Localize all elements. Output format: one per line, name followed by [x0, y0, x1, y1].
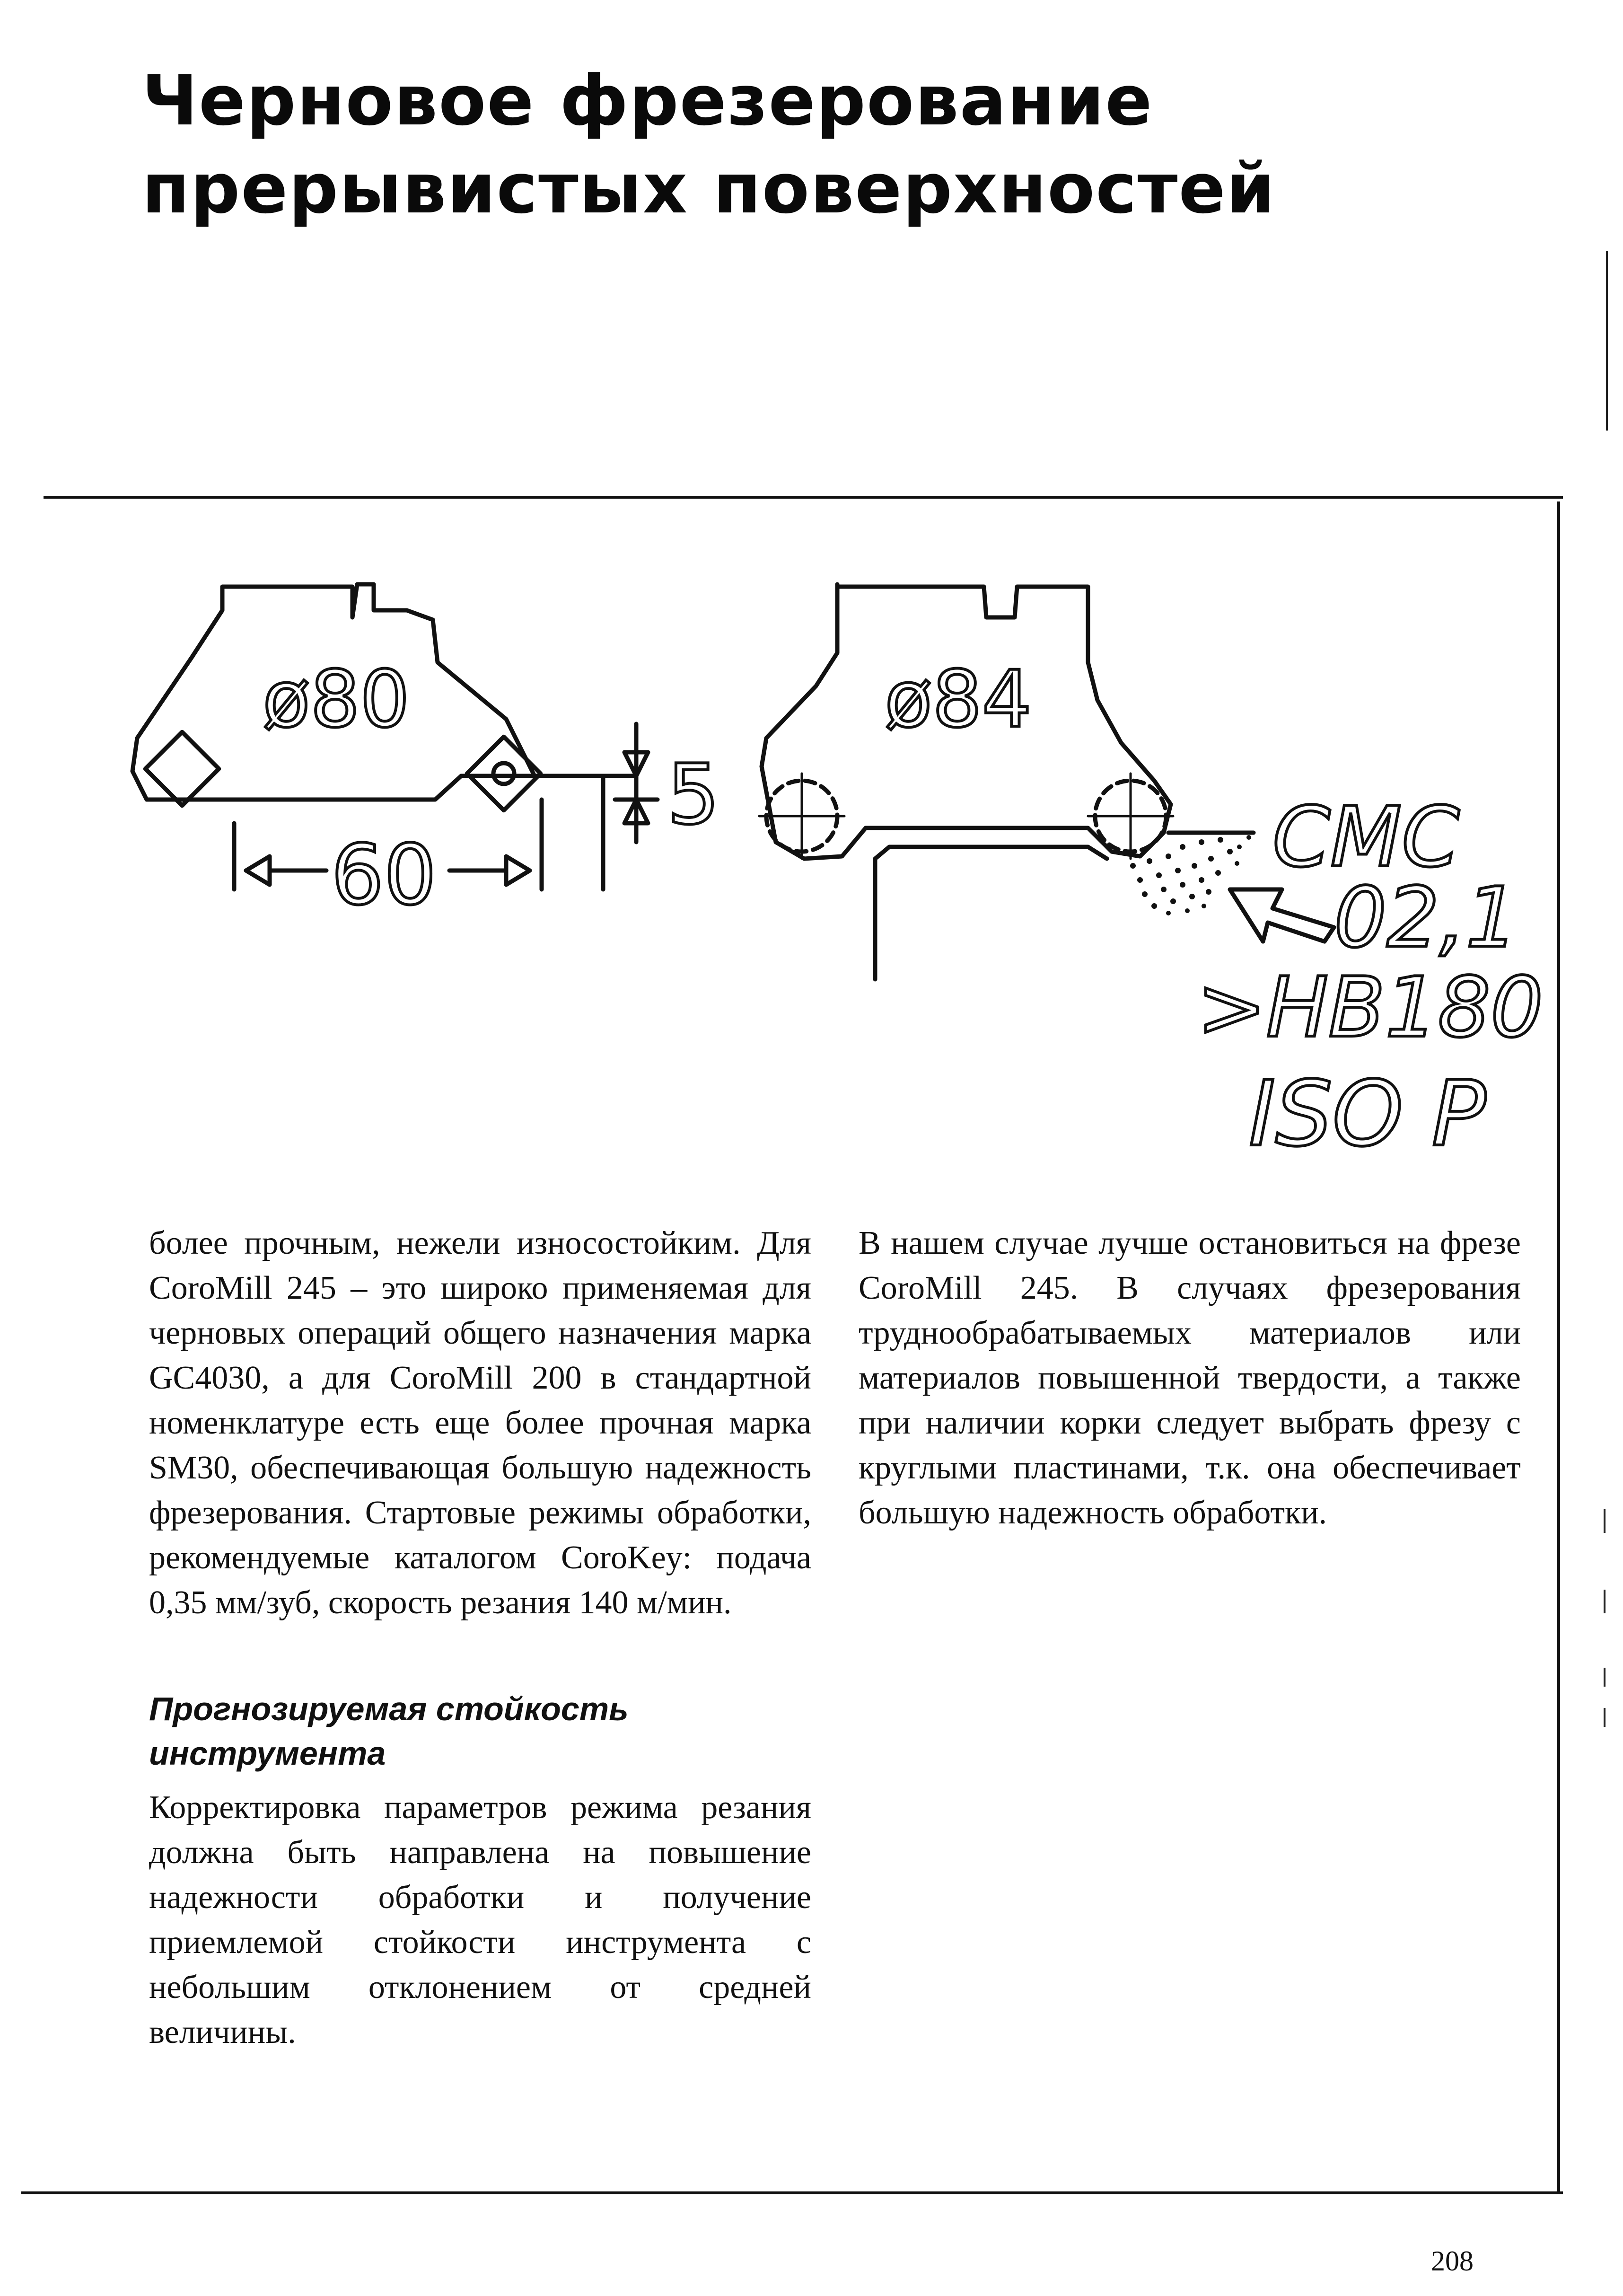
right-paragraph-1: В нашем случае лучше остановиться на фрезе CoroMill 245. В случаях фрезерования труднообрабатываемых материалов или материалов повышенной твердости, а также при наличии корки следует выбрать фрезу с круглыми пластинами, т.к. она обеспечивает большую надежность обработки. — [859, 1225, 1521, 1531]
left-insert-square — [145, 732, 219, 806]
page-number: 208 — [1431, 2245, 1474, 2277]
iso-label: ISO P — [1249, 1062, 1486, 1166]
margin-mark — [1604, 1668, 1605, 1687]
left-paragraph-1: более прочным, нежели износостойким. Для CoroMill 245 – это широко применяемая для черновых операций общего назначения марка GC4030, а для CoroMill 200 в стандартной номенклатуре есть еще более прочная марка SM30, обеспечивающая большую надежность фрезерования. Стартовые режимы обработки, рекомендуемые каталогом CoroKey: подача 0,35 мм/зуб, скорость резания 140 м/мин. — [149, 1225, 811, 1621]
material-label-2: 02,1 — [1334, 870, 1518, 966]
margin-mark — [1604, 1590, 1605, 1613]
hardness-label: >HB180 — [1197, 960, 1544, 1056]
material-label-1: CMC — [1272, 790, 1460, 886]
bottom-rule — [21, 2191, 1563, 2194]
margin-mark — [1604, 1509, 1605, 1533]
left-column — [149, 1221, 811, 2055]
page-title: Черновое фрезерование прерывистых поверхностей — [142, 61, 1276, 229]
right-column — [859, 1221, 1521, 1535]
depth-dimension-label: 5 — [667, 747, 720, 843]
arrow-icon — [1230, 889, 1334, 941]
width-dimension-label: 60 — [331, 827, 437, 924]
margin-mark — [1604, 1708, 1605, 1727]
section-subheading: Прогнозируемая стойкость инструмента — [149, 1690, 629, 1772]
left-paragraph-2: Корректировка параметров режима резания должна быть направлена на повышение надежности обработки и получение приемлемой стойкости инструмента с небольшим отклонением от средней величины. — [149, 1789, 811, 2050]
right-diameter-label: ø84 — [885, 654, 1032, 745]
left-insert-diamond — [467, 737, 541, 810]
left-diameter-label: ø80 — [263, 654, 410, 745]
